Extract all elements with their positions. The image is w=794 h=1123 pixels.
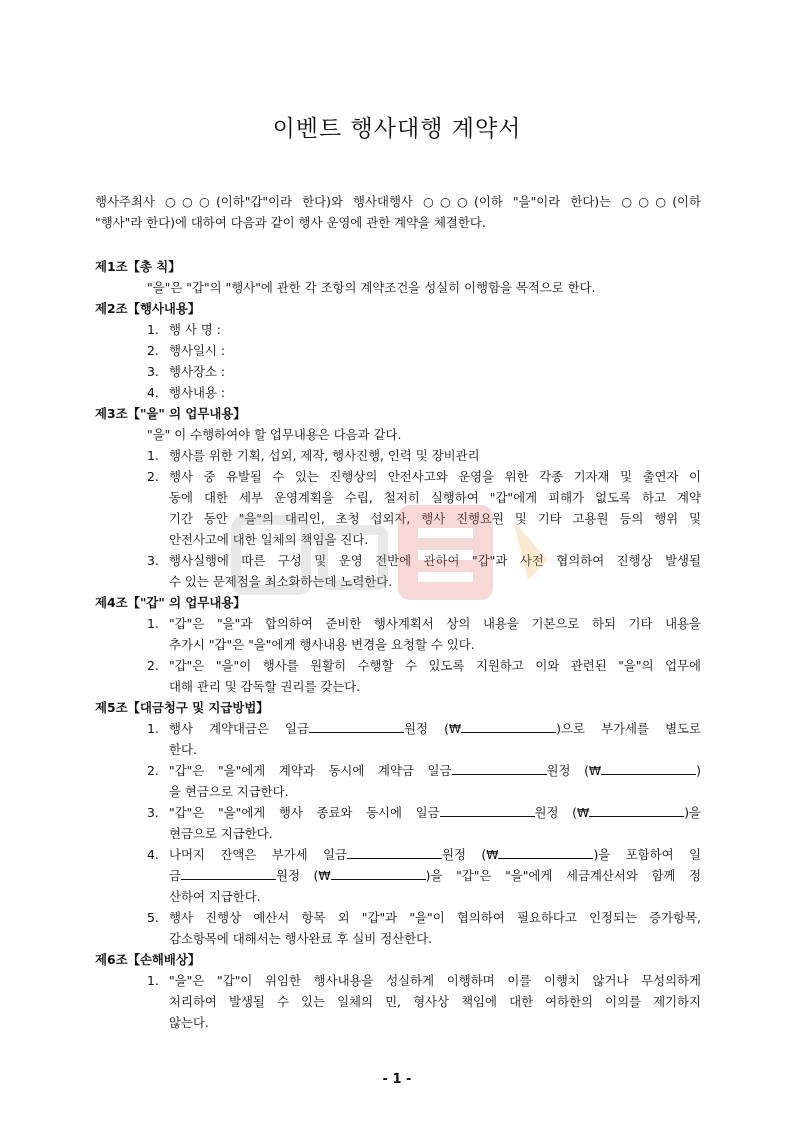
blank-underline[interactable] — [452, 760, 547, 775]
list-item-number — [95, 508, 169, 529]
list-item-text: "갑"은 "을"에게 계약과 동시에 계약금 일금 원정 (₩ ) — [169, 760, 701, 781]
list-item-line — [95, 361, 701, 382]
article-heading: 제3조【"을" 의 업무내용】 — [95, 406, 246, 421]
article-heading: 제1조【총 칙】 — [95, 259, 181, 274]
list-item-line — [95, 487, 701, 508]
list-item-text: 행사일시 : — [169, 343, 225, 358]
list-item-text: "갑"은 "을"이 행사를 원활히 수행할 수 있도록 지원하고 이와 관련된 "을"의 업무에 — [169, 658, 701, 673]
list-item-text: 산하여 지급한다. — [169, 889, 261, 904]
list-item-line — [95, 907, 701, 928]
list-item-text: 감소항목에 대해서는 행사완료 후 실비 정산한다. — [169, 931, 433, 946]
list-item-number — [95, 928, 169, 949]
list-item-number: 2. — [147, 343, 159, 358]
list-item-number: 1. — [147, 448, 159, 463]
list-item-line — [95, 634, 701, 655]
article-heading: 제4조【"갑" 의 업무내용】 — [95, 595, 246, 610]
list-item-text: 행사 계약대금은 일금 원정 (₩ )으로 부가세를 별도로 — [169, 718, 701, 739]
list-item-line — [95, 970, 701, 991]
list-item-line — [95, 991, 701, 1012]
list-item-number — [95, 739, 169, 760]
list-item-text: 행사장소 : — [169, 364, 225, 379]
list-item-number — [95, 487, 169, 508]
list-item-line — [95, 340, 701, 361]
list-item-text: 나머지 잔액은 부가세 일금 원정 (₩ )을 포함하여 일 — [169, 844, 701, 865]
list-item-line — [95, 508, 701, 529]
article-heading: 제2조【행사내용】 — [95, 301, 201, 316]
list-item-text: 금 원정 (₩ )을 "갑"은 "을"에게 세금계산서와 함께 정 — [169, 865, 701, 886]
list-item-text: 동에 대한 세부 운영계획을 수립, 철저히 실행하여 "갑"에게 피해가 없도록 하고 계약 — [169, 490, 701, 505]
list-item-line — [95, 571, 701, 592]
list-item-text: 한다. — [169, 742, 197, 757]
list-item-line — [95, 928, 701, 949]
document-title: 이벤트 행사대행 계약서 — [272, 116, 522, 142]
list-item-line — [95, 382, 701, 403]
list-item-number — [95, 634, 169, 655]
list-item-line — [95, 655, 701, 676]
list-item-text: 행사내용 : — [169, 385, 225, 400]
list-item-line — [95, 466, 701, 487]
list-item-number: 5. — [147, 910, 159, 925]
list-item-line — [95, 739, 701, 760]
list-item-text: 추가시 "갑"은 "을"에게 행사내용 변경을 요청할 수 있다. — [169, 637, 475, 652]
list-item-line — [95, 718, 701, 739]
list-item-line — [95, 445, 701, 466]
article-heading: 제5조【대금청구 및 지급방법】 — [95, 700, 269, 715]
list-item-number — [95, 886, 169, 907]
list-item-line — [95, 529, 701, 550]
article-intro: "을" 이 수행하여야 할 업무내용은 다음과 같다. — [147, 427, 402, 442]
page-number: - 1 - — [382, 1072, 412, 1087]
list-item-number: 2. — [147, 763, 159, 778]
list-item-text: 기간 동안 "을"의 대리인, 초청 섭외자, 행사 진행요원 및 기타 고용원 등의 행위 및 — [169, 511, 701, 526]
preamble-line: "행사"라 한다)에 대하여 다음과 같이 행사 운영에 관한 계약을 체결한다. — [95, 215, 486, 230]
list-item-text: 을 현금으로 지급한다. — [169, 784, 289, 799]
list-item-number — [95, 1012, 169, 1033]
list-item-text: "갑"은 "을"과 합의하여 준비한 행사계획서 상의 내용을 기본으로 하되 기타 내용을 — [169, 616, 701, 631]
preamble — [95, 191, 701, 233]
blank-underline[interactable] — [440, 802, 535, 817]
list-item-line — [95, 613, 701, 634]
list-item-number — [95, 571, 169, 592]
list-item-line — [95, 865, 701, 886]
list-item-line — [95, 550, 701, 571]
list-item-text: 수 있는 문제점을 최소화하는데 노력한다. — [169, 574, 393, 589]
list-item-number — [95, 865, 169, 886]
list-item-text: 행사 중 유발될 수 있는 진행상의 안전사고와 운영을 위한 각종 기자재 및 출연자 이 — [169, 469, 701, 484]
articles — [95, 256, 701, 1033]
list-item-text: 행사를 위한 기획, 섭외, 제작, 행사진행, 인력 및 장비관리 — [169, 448, 480, 463]
list-item-number: 1. — [147, 322, 159, 337]
list-item-number — [95, 529, 169, 550]
list-item-line — [95, 319, 701, 340]
article-heading: 제6조【손해배상】 — [95, 952, 201, 967]
list-item-line — [95, 823, 701, 844]
list-item-text: 않는다. — [169, 1015, 209, 1030]
article-intro: "을"은 "갑"의 "행사"에 관한 각 조항의 계약조건을 성실히 이행함을 목적으로 한다. — [147, 280, 596, 295]
list-item-number: 1. — [147, 721, 159, 736]
list-item-text: 행 사 명 : — [169, 322, 221, 337]
list-item-number: 2. — [147, 658, 159, 673]
blank-underline[interactable] — [461, 718, 556, 733]
list-item-text: 대해 관리 및 감독할 권리를 갖는다. — [169, 679, 361, 694]
blank-underline[interactable] — [601, 760, 696, 775]
list-item-text: 현금으로 지급한다. — [169, 826, 273, 841]
list-item-line — [95, 760, 701, 781]
list-item-number: 3. — [147, 805, 159, 820]
list-item-line — [95, 844, 701, 865]
list-item-line — [95, 886, 701, 907]
list-item-text: 처리하여 발생될 수 있는 일체의 민, 형사상 책임에 대한 여하한의 이의를 제기하지 — [169, 994, 701, 1009]
blank-underline[interactable] — [589, 802, 684, 817]
list-item-number — [95, 781, 169, 802]
preamble-line: 행사주최사 ○○○(이하"갑"이라 한다)와 행사대행사 ○○○(이하 "을"이라 한다)는 ○○○(이하 — [95, 194, 701, 209]
list-item-number: 1. — [147, 616, 159, 631]
list-item-line — [95, 676, 701, 697]
list-item-number: 3. — [147, 364, 159, 379]
blank-underline[interactable] — [309, 718, 404, 733]
blank-underline[interactable] — [181, 865, 276, 880]
list-item-number: 3. — [147, 553, 159, 568]
list-item-text: "을"은 "갑"이 위임한 행사내용을 성실하게 이행하며 이를 이행치 않거나 무성의하게 — [169, 973, 701, 988]
list-item-text: "갑"은 "을"에게 행사 종료와 동시에 일금 원정 (₩ )을 — [169, 802, 701, 823]
list-item-number: 4. — [147, 385, 159, 400]
list-item-text: 안전사고에 대한 일체의 책임을 진다. — [169, 532, 369, 547]
list-item-number — [95, 676, 169, 697]
list-item-number — [95, 991, 169, 1012]
list-item-number: 4. — [147, 847, 159, 862]
list-item-number — [95, 823, 169, 844]
list-item-text: 행사 진행상 예산서 항목 외 "갑"과 "을"이 협의하여 필요하다고 인정되는 증가항목, — [169, 910, 701, 925]
list-item-number: 1. — [147, 973, 159, 988]
list-item-text: 행사실행에 따른 구성 및 운영 전반에 관하여 "갑"과 사전 협의하여 진행상 발생될 — [169, 553, 701, 568]
list-item-line — [95, 781, 701, 802]
list-item-number: 2. — [147, 469, 159, 484]
list-item-line — [95, 1012, 701, 1033]
blank-underline[interactable] — [347, 844, 442, 859]
blank-underline[interactable] — [331, 865, 426, 880]
blank-underline[interactable] — [498, 844, 593, 859]
list-item-line — [95, 802, 701, 823]
